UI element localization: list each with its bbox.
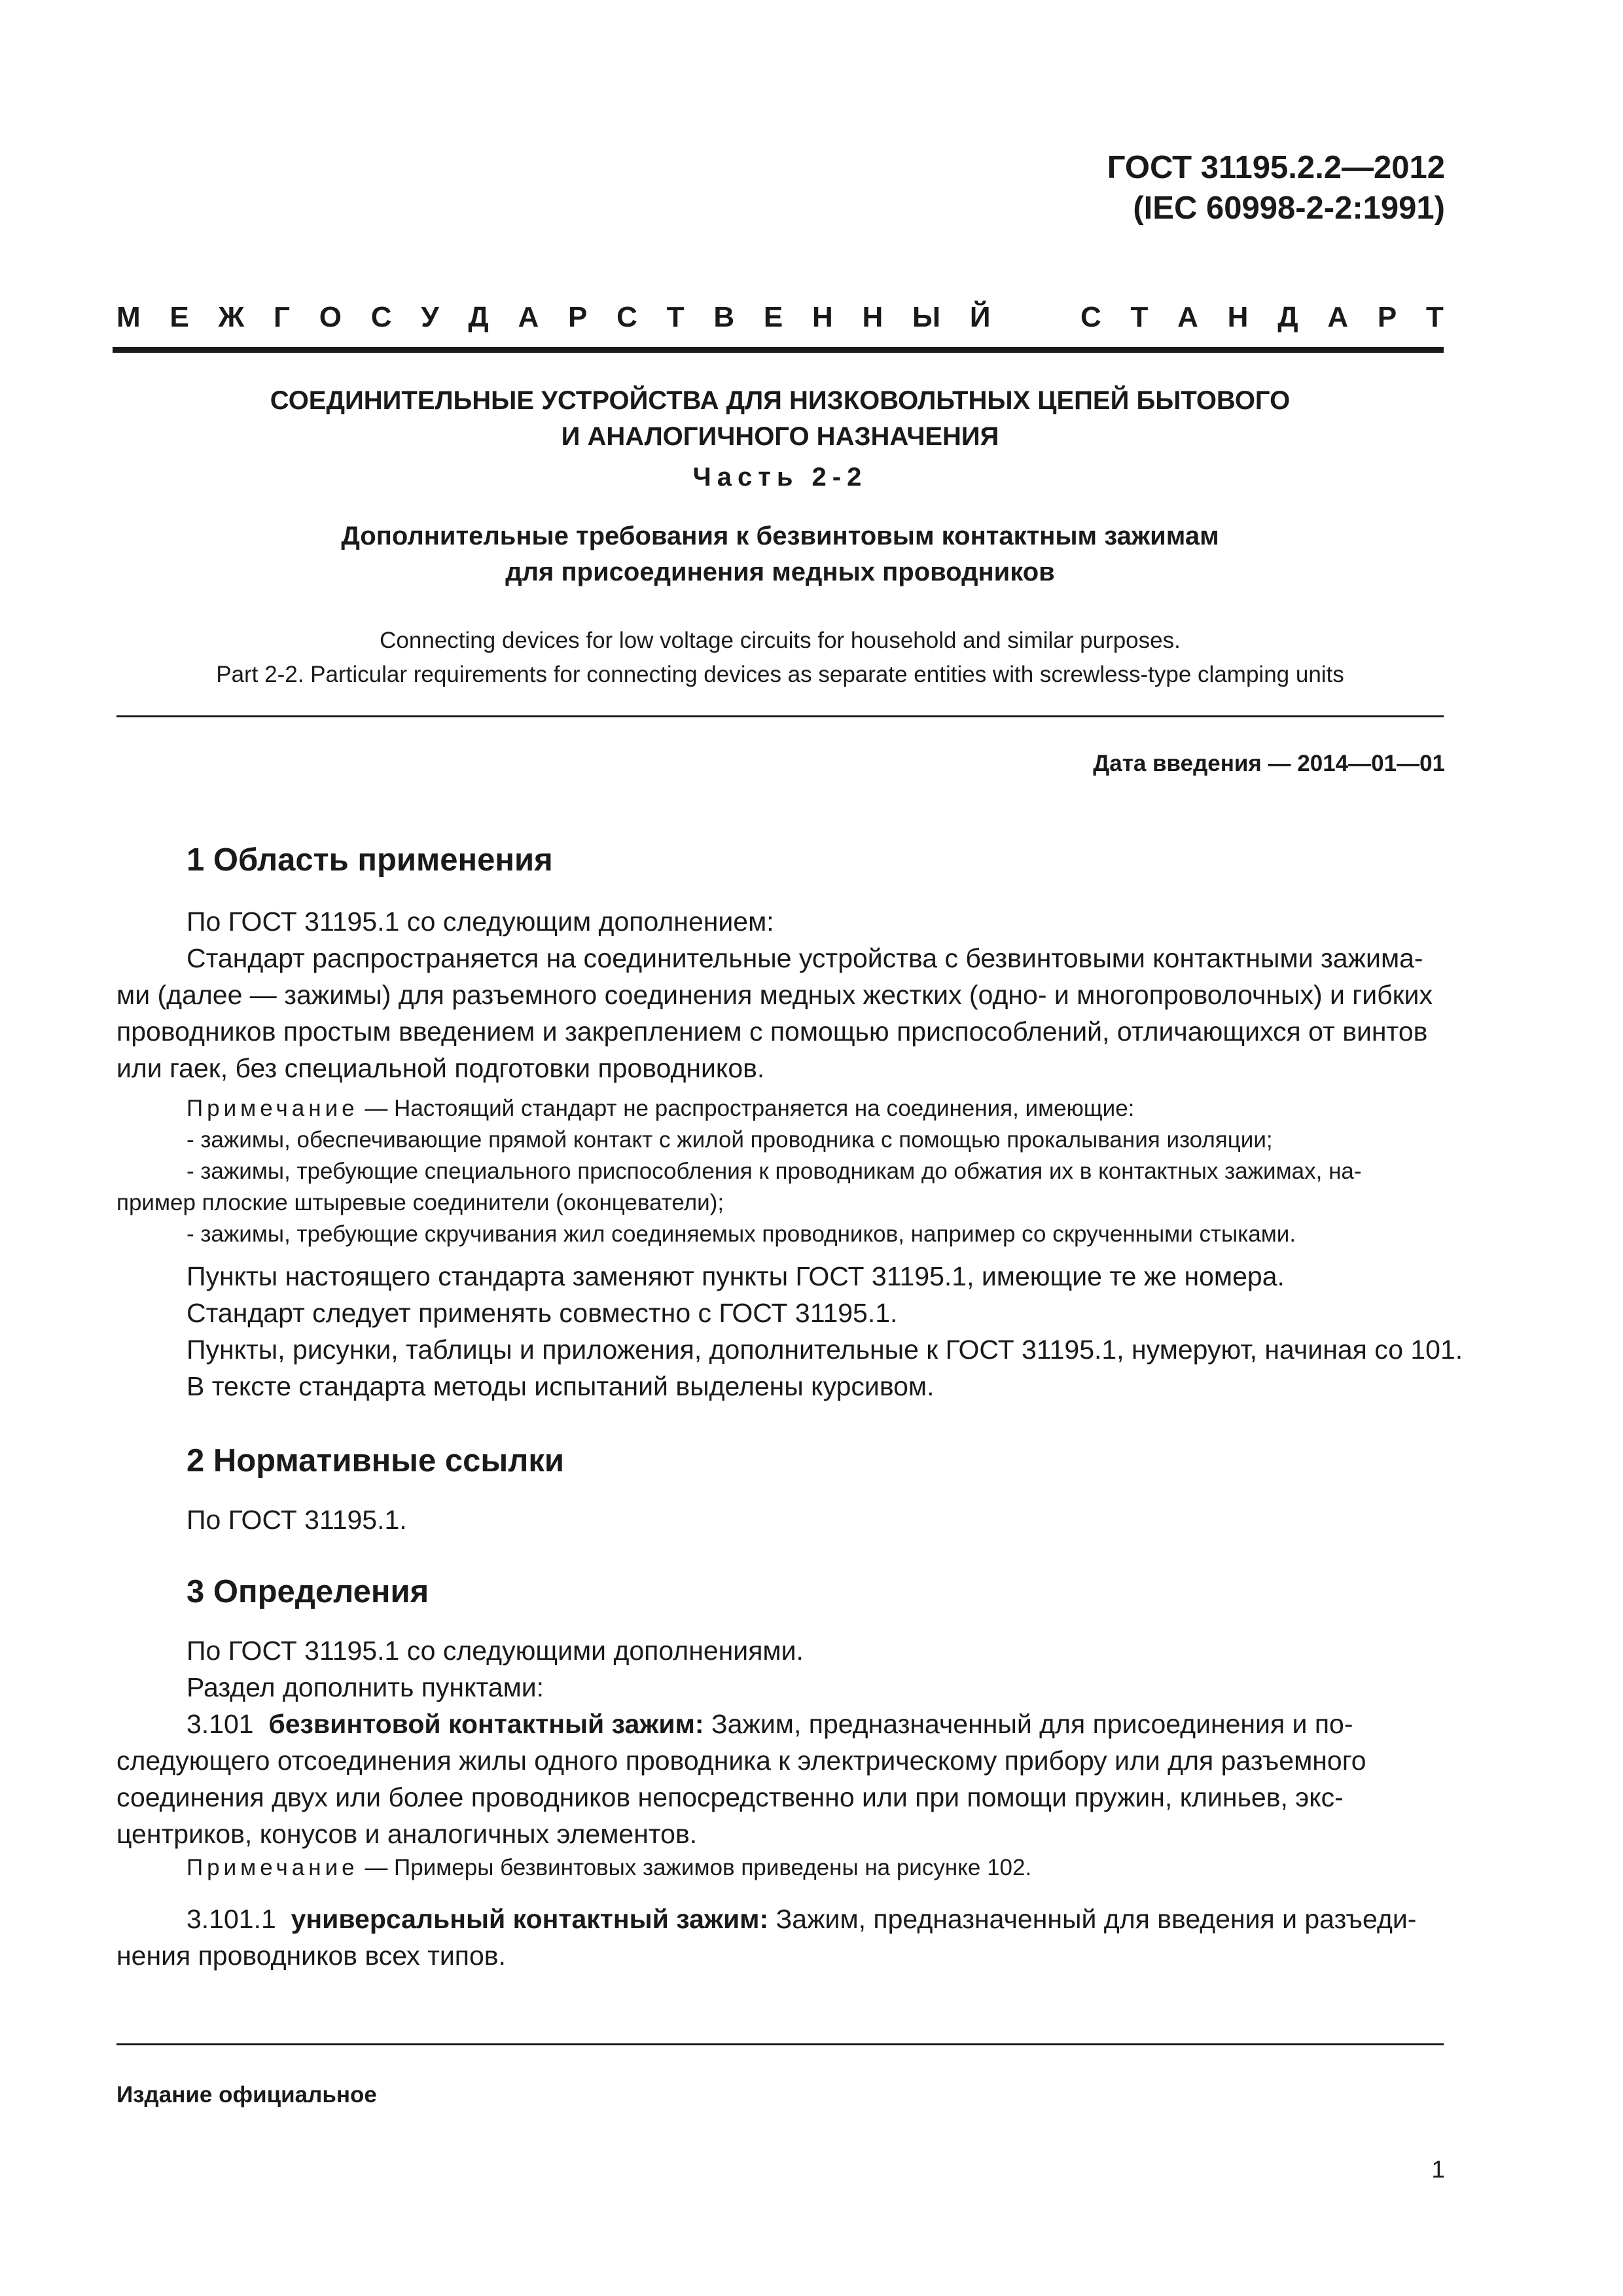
banner-letter: Н [1227,301,1249,333]
note-item: пример плоские штыревые соединители (оконцеватели); [116,1190,724,1215]
banner-divider [113,347,1444,353]
banner-letter: В [713,301,735,333]
banner-letter: Н [862,301,883,333]
banner-letter: Т [666,301,685,333]
paragraph-line: следующего отсоединения жилы одного проводника к электрическому прибору или для разъемного [116,1746,1366,1776]
subtitle-line: Дополнительные требования к безвинтовым контактным зажимам [341,522,1219,550]
banner-letter: А [1327,301,1349,333]
note-item: - зажимы, обеспечивающие прямой контакт с жилой проводника с помощью прокалывания изоляции; [187,1127,1273,1153]
definition-3-101-1 [116,1901,1444,1974]
section-heading-scope: 1 Область применения [187,842,553,878]
title-line: И АНАЛОГИЧНОГО НАЗНАЧЕНИЯ [561,422,999,451]
banner-letter: С [370,301,392,333]
banner-letter: Г [274,301,290,333]
banner-letter: Ж [218,301,245,333]
definition-term: безвинтовой контактный зажим: [268,1709,704,1739]
paragraph-line: Пункты, рисунки, таблицы и приложения, дополнительные к ГОСТ 31195.1, нумеруют, начиная со 101. [187,1335,1463,1365]
note-text: — Настоящий стандарт не распространяется на соединения, имеющие: [358,1096,1135,1121]
scope-application-text [116,1258,1463,1405]
definitions-text [116,1632,1444,1852]
official-edition-label: Издание официальное [116,2082,377,2108]
page-number: 1 [1431,2156,1445,2183]
gost-number: ГОСТ 31195.2.2—2012 [1107,150,1445,185]
paragraph-line: проводников простым введением и закреплением с помощью приспособлений, отличающихся от винтов [116,1016,1428,1047]
definition-term: универсальный контактный зажим: [291,1904,769,1934]
document-title [116,383,1444,455]
banner-letter: Д [468,301,489,333]
paragraph-line: центриков, конусов и аналогичных элементов. [116,1819,698,1849]
banner-letter: Н [812,301,833,333]
banner-letter: С [616,301,637,333]
banner-letter: У [421,301,439,333]
note-item: - зажимы, требующие специального приспособления к проводникам до обжатия их в контактных зажимах, на- [187,1158,1362,1184]
iec-number: (IEC 60998-2-2:1991) [1133,190,1445,226]
paragraph-line: ми (далее — зажимы) для разъемного соединения медных жестких (одно- и многопроволочных) и гибких [116,980,1433,1010]
banner-word-gap [1020,295,1051,340]
note-item: - зажимы, требующие скручивания жил соединяемых проводников, например со скрученными стыками. [187,1221,1296,1247]
definition-text: Зажим, предназначенный для присоединения и по- [704,1709,1353,1739]
interstate-standard-banner [116,295,1444,340]
banner-letter: Р [1377,301,1397,333]
english-title-line: Part 2-2. Particular requirements for connecting devices as separate entities with screwless-type clamping units [216,662,1344,687]
definition-line [116,1901,1444,1937]
english-title [116,624,1444,692]
banner-letter: Ы [912,301,941,333]
banner-letter: М [116,301,141,333]
introduction-date: Дата введения — 2014—01—01 [1093,751,1445,776]
banner-letter: Е [169,301,189,333]
section-heading-definitions: 3 Определения [187,1574,429,1609]
definition-3-101 [116,1706,1444,1742]
subtitle-line: для присоединения медных проводников [505,558,1055,586]
paragraph-line: Стандарт распространяется на соединительные устройства с безвинтовыми контактными зажима- [187,943,1423,973]
title-line: СОЕДИНИТЕЛЬНЫЕ УСТРОЙСТВА ДЛЯ НИЗКОВОЛЬТНЫХ ЦЕПЕЙ БЫТОВОГО [270,386,1291,415]
definition-number: 3.101.1 [187,1904,276,1934]
footer-divider [116,2043,1444,2045]
banner-letter: Д [1277,301,1298,333]
paragraph-line: Пункты настоящего стандарта заменяют пункты ГОСТ 31195.1, имеющие те же номера. [187,1261,1285,1291]
title-divider [116,715,1444,717]
paragraph-line: В тексте стандарта методы испытаний выделены курсивом. [187,1371,935,1401]
paragraph-line: нения проводников всех типов. [116,1941,506,1971]
paragraph-line: Раздел дополнить пунктами: [187,1672,544,1702]
banner-letter: Т [1130,301,1149,333]
paragraph-line: соединения двух или более проводников непосредственно или при помощи пружин, клиньев, экс- [116,1782,1344,1812]
note-text: — Примеры безвинтовых зажимов приведены на рисунке 102. [358,1855,1032,1880]
banner-letter: С [1080,301,1101,333]
scope-text [116,903,1444,1086]
paragraph-line: Стандарт следует применять совместно с ГОСТ 31195.1. [187,1298,898,1328]
banner-letter: Е [763,301,783,333]
scope-note [116,1093,1444,1250]
english-title-line: Connecting devices for low voltage circuits for household and similar purposes. [380,628,1181,653]
paragraph-line: По ГОСТ 31195.1 со следующими дополнениями. [187,1636,804,1666]
banner-letter: А [1177,301,1198,333]
document-subtitle [116,518,1444,590]
banner-letter: Т [1425,301,1444,333]
part-label: Часть 2-2 [692,463,868,492]
banner-letter: А [518,301,539,333]
paragraph-line: или гаек, без специальной подготовки проводников. [116,1053,765,1083]
references-text [116,1501,1444,1538]
section-heading-references: 2 Нормативные ссылки [187,1443,564,1479]
document-identifier [1107,147,1445,228]
note-label: Примечание [187,1855,359,1880]
definition-number: 3.101 [187,1709,254,1739]
paragraph-line: По ГОСТ 31195.1. [187,1505,407,1535]
definitions-note [116,1852,1444,1884]
paragraph-line: По ГОСТ 31195.1 со следующим дополнением: [187,906,774,937]
banner-letter: Р [568,301,588,333]
definition-text: Зажим, предназначенный для введения и разъеди- [768,1904,1417,1934]
banner-letter: О [319,301,342,333]
banner-letter: Й [969,301,991,333]
note-label: Примечание [187,1096,359,1121]
